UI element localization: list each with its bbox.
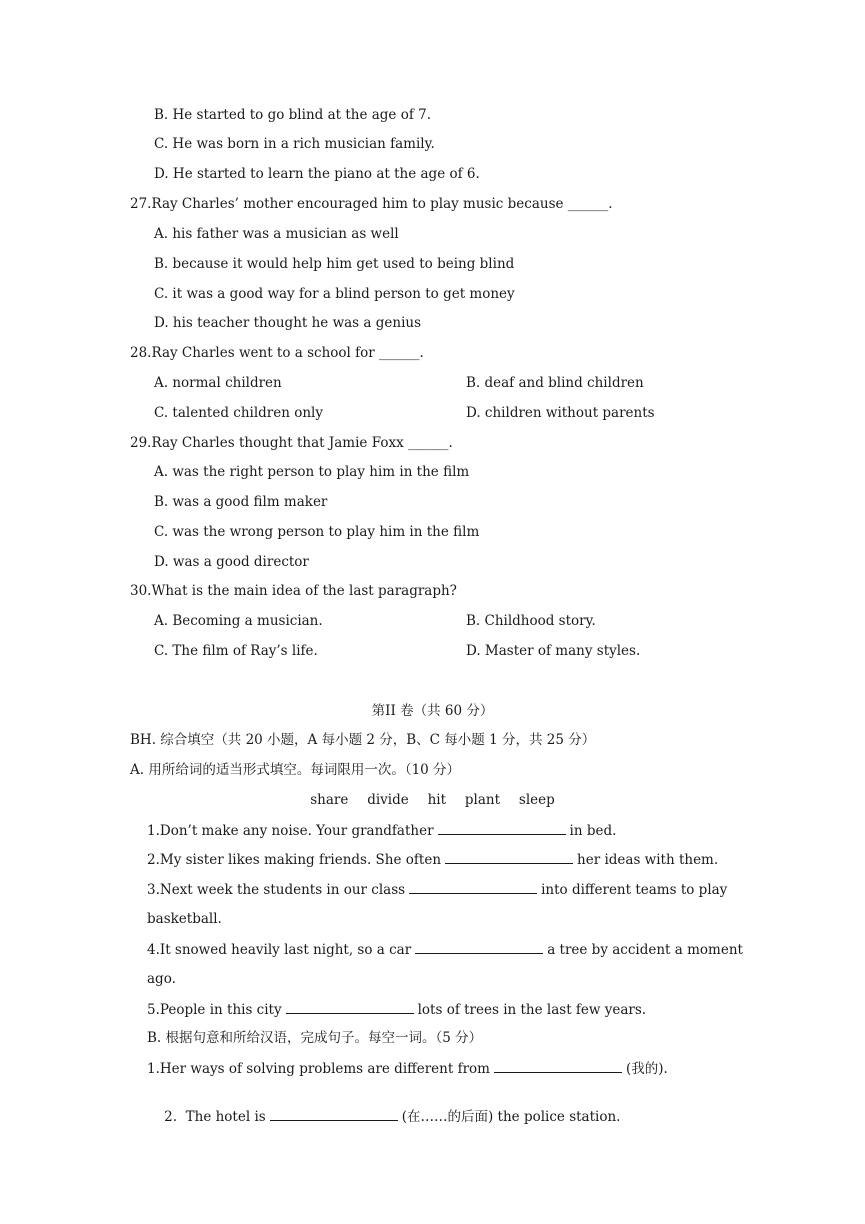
b-item-1-pre: 1.Her ways of solving problems are different from bbox=[147, 1061, 490, 1077]
q27-option-b: B. because it would help him get used to being blind bbox=[154, 256, 515, 272]
a-item-2 bbox=[147, 850, 718, 869]
q30-stem: 30.What is the main idea of the last paragraph? bbox=[130, 583, 457, 599]
q27-option-c: C. it was a good way for a blind person to get money bbox=[154, 286, 515, 302]
q27-stem: 27.Ray Charles’ mother encouraged him to play music because ______. bbox=[130, 196, 613, 212]
a-item-3-post: into different teams to play bbox=[541, 882, 728, 898]
a-item-4-blank[interactable] bbox=[415, 940, 543, 954]
b-item-2 bbox=[147, 1089, 620, 1144]
q30-option-b: B. Childhood story. bbox=[466, 613, 596, 629]
a-item-1-blank[interactable] bbox=[438, 821, 566, 835]
a-item-1-post: in bed. bbox=[569, 823, 617, 839]
q27-option-d: D. his teacher thought he was a genius bbox=[154, 315, 422, 331]
q30-option-a: A. Becoming a musician. bbox=[154, 613, 323, 629]
a-item-4-pre: 4.It snowed heavily last night, so a car bbox=[147, 942, 412, 958]
q30-option-c: C. The film of Ray’s life. bbox=[154, 643, 318, 659]
q26-option-b: B. He started to go blind at the age of 7. bbox=[154, 107, 432, 123]
a-item-3-blank[interactable] bbox=[409, 880, 537, 894]
a-item-5 bbox=[147, 1000, 646, 1019]
b-item-2-pre: 2. The hotel is bbox=[164, 1109, 266, 1125]
a-item-4 bbox=[147, 940, 743, 959]
a-item-5-pre: 5.People in this city bbox=[147, 1002, 282, 1018]
q30-option-d: D. Master of many styles. bbox=[466, 643, 641, 659]
a-item-3 bbox=[147, 880, 727, 899]
a-item-1-pre: 1.Don’t make any noise. Your grandfather bbox=[147, 823, 434, 839]
q26-option-c: C. He was born in a rich musician family. bbox=[154, 136, 435, 152]
b-item-2-post: (在……的后面) the police station. bbox=[401, 1109, 621, 1125]
a-item-2-blank[interactable] bbox=[445, 850, 573, 864]
q28-option-c: C. talented children only bbox=[154, 405, 323, 421]
q29-option-c: C. was the wrong person to play him in the film bbox=[154, 524, 480, 540]
q29-option-d: D. was a good director bbox=[154, 554, 309, 570]
part2-title: 第II 卷（共 60 分） bbox=[371, 703, 494, 719]
a-item-3-continuation: basketball. bbox=[147, 911, 222, 927]
q26-option-d: D. He started to learn the piano at the age of 6. bbox=[154, 166, 480, 182]
b-item-1-blank[interactable] bbox=[494, 1059, 622, 1073]
section-b-heading: B. 根据句意和所给汉语，完成句子。每空一词。（5 分） bbox=[147, 1030, 483, 1046]
section-heading: BH. 综合填空（共 20 小题，A 每小题 2 分，B、C 每小题 1 分，共 25 分） bbox=[130, 732, 596, 748]
word-bank: share divide hit plant sleep bbox=[310, 792, 555, 808]
a-item-3-pre: 3.Next week the students in our class bbox=[147, 882, 406, 898]
q28-option-d: D. children without parents bbox=[466, 405, 655, 421]
a-item-2-post: her ideas with them. bbox=[577, 852, 719, 868]
a-item-1 bbox=[147, 821, 616, 840]
q28-option-a: A. normal children bbox=[154, 375, 282, 391]
q29-option-b: B. was a good film maker bbox=[154, 494, 328, 510]
q28-option-b: B. deaf and blind children bbox=[466, 375, 644, 391]
q28-stem: 28.Ray Charles went to a school for ______. bbox=[130, 345, 424, 361]
b-item-1 bbox=[147, 1059, 668, 1078]
b-item-1-post: (我的). bbox=[625, 1061, 668, 1077]
a-item-5-post: lots of trees in the last few years. bbox=[417, 1002, 647, 1018]
q27-option-a: A. his father was a musician as well bbox=[154, 226, 399, 242]
a-item-4-continuation: ago. bbox=[147, 971, 176, 987]
a-item-2-pre: 2.My sister likes making friends. She often bbox=[147, 852, 442, 868]
a-item-5-blank[interactable] bbox=[286, 1000, 414, 1014]
b-item-2-blank[interactable] bbox=[270, 1107, 398, 1121]
a-item-4-post: a tree by accident a moment bbox=[547, 942, 743, 958]
section-a-heading: A. 用所给词的适当形式填空。每词限用一次。（10 分） bbox=[130, 762, 461, 778]
q29-option-a: A. was the right person to play him in the film bbox=[154, 464, 470, 480]
q29-stem: 29.Ray Charles thought that Jamie Foxx ______. bbox=[130, 435, 453, 451]
